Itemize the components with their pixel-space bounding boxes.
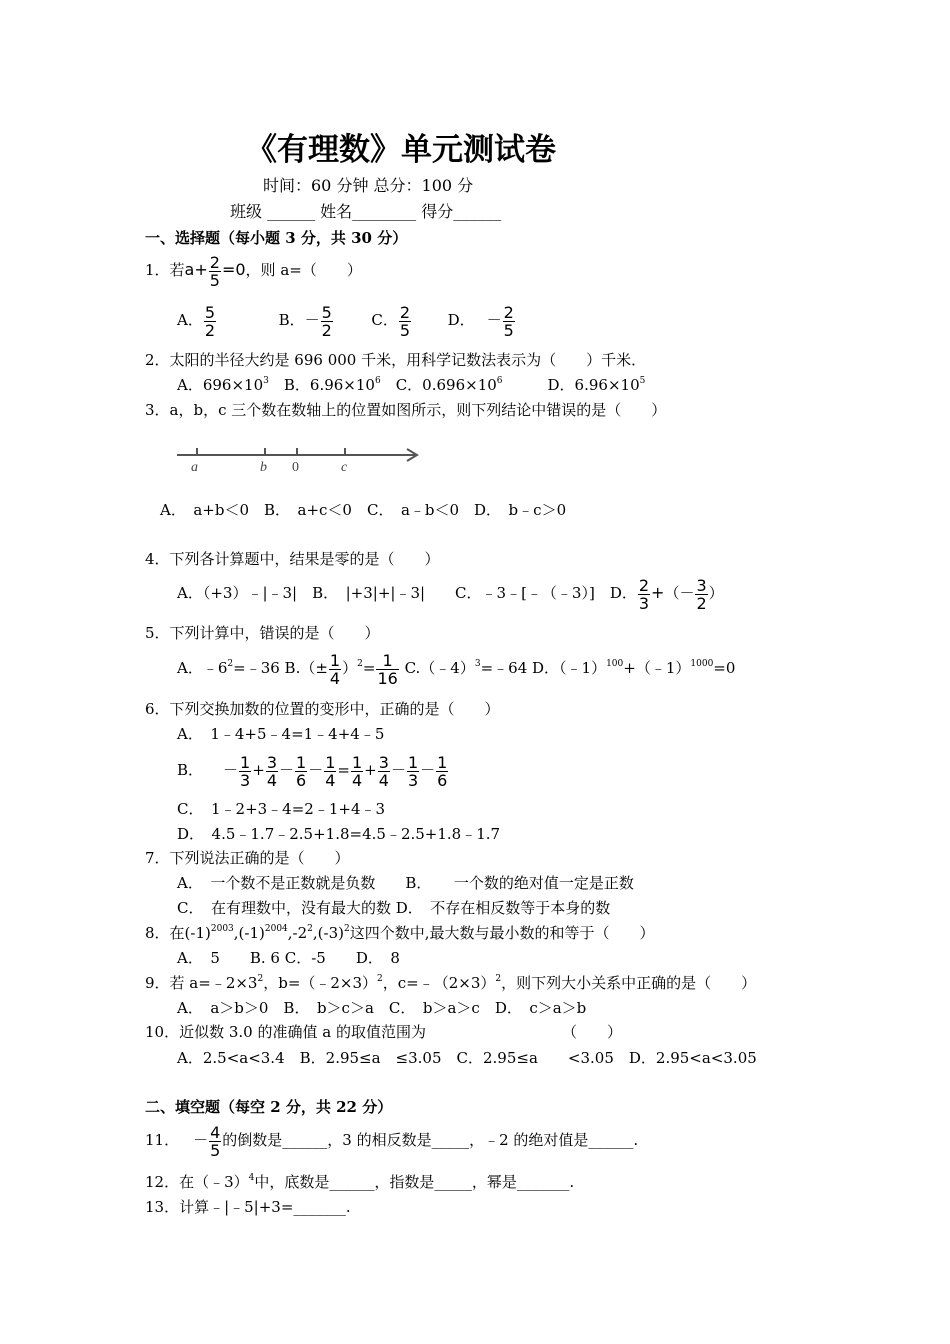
question-12: 12．在（﹣3）$^4$中，底数是______，指数是_____，幂是_______. <box>145 1173 575 1191</box>
q1-a: a+ <box>184 260 208 279</box>
q1-option-b-fraction: $\frac{5}{2}$ <box>321 302 332 340</box>
q6-term-fraction: $\frac{1}{6}$ <box>296 752 307 790</box>
q1-option-c-fraction: $\frac{2}{5}$ <box>399 302 411 340</box>
q6-term-sign: = <box>337 761 350 779</box>
question-10: 10．近似数 3.0 的准确值 a 的取值范围为 <box>145 1023 426 1041</box>
q6-term-fraction: $\frac{3}{4}$ <box>378 752 389 790</box>
q1-option-c: C． <box>371 311 398 329</box>
q6-term-fraction: $\frac{1}{3}$ <box>240 752 251 790</box>
q1-option-a-fraction: $\frac{5}{2}$ <box>204 302 216 340</box>
question-7-options-ab: A． 一个数不是正数就是负数 B． 一个数的绝对值一定是正数 <box>177 874 634 892</box>
question-9: 9．若 $a=﹣2\times 3^2$，b=（﹣2×3）$^2$，$c=﹣(2\times 3)^2$，则下列大小关系中正确的是（ ） <box>145 974 757 992</box>
q1-tail: ，则 a=（ ） <box>245 261 362 279</box>
question-6-option-d: D． 4.5﹣1.7﹣2.5+1.8=4.5﹣2.5+1.8﹣1.7 <box>177 825 501 843</box>
section-2-heading: 二、填空题（每空 2 分，共 22 分） <box>145 1098 393 1116</box>
question-7: 7．下列说法正确的是（ ） <box>145 849 350 867</box>
q1-option-d-minus: － <box>486 311 502 329</box>
number-line <box>175 440 425 476</box>
q1-option-a: A． <box>177 311 203 329</box>
q6-term-fraction: $\frac{3}{4}$ <box>266 752 277 790</box>
q6-term-sign: － <box>420 761 436 779</box>
question-6-option-a: A． 1﹣4+5﹣4=1﹣4+4﹣5 <box>177 725 385 743</box>
q6-term-sign: － <box>390 761 406 779</box>
q1-fraction: $\frac{2}{5}$ <box>209 252 220 290</box>
question-10-options: A．2.5<a<3.4 B．2.95≤a ≤3.05 C．2.95≤a <3.05 D．2.95<a<3.05 <box>177 1049 757 1067</box>
label-zero: 0 <box>292 460 299 475</box>
section-1-heading: 一、选择题（每小题 3 分，共 30 分） <box>145 229 408 247</box>
page-title: 《有理数》单元测试卷 <box>246 132 556 168</box>
question-5-options: A．$﹣6^2=﹣36$ B.（± $\frac{1}{4}$ ）$^2$= $\frac{1}{16}$ C.（﹣4）$^3$=﹣64 D．（﹣1）$^{100}$+（﹣1）$^{1000}$=0 <box>177 650 736 688</box>
q6-term-fraction: $\frac{1}{6}$ <box>437 752 448 790</box>
question-1-options <box>177 302 516 339</box>
q6-term-fraction: $\frac{1}{4}$ <box>351 752 363 790</box>
q1-option-d: D． <box>447 311 475 329</box>
q1-option-b: B． <box>278 311 305 329</box>
question-11: 11． － $\frac{4}{5}$ 的倒数是______，3 的相反数是_____，﹣2 的绝对值是______. <box>145 1122 639 1160</box>
question-13: 13．计算﹣|﹣5|+3=_______. <box>145 1198 351 1216</box>
question-10-answer-paren: （ ） <box>562 1023 623 1041</box>
q6-term-sign: － <box>223 761 239 779</box>
q1-number: 1．若 <box>145 261 185 279</box>
question-3-options: A． a+b＜0 B． a+c＜0 C． a﹣b＜0 D． b﹣c＞0 <box>160 501 567 519</box>
q6-term-fraction: $\frac{1}{3}$ <box>407 752 419 790</box>
label-b: b <box>260 460 267 475</box>
question-8: 8．在$(-1)^{2003},(-1)^{2004},-2^2,(-3)^2$这四个数中,最大数与最小数的和等于（ ） <box>145 924 655 942</box>
q6-term-sign: + <box>252 761 265 779</box>
q6-term-sign: － <box>279 761 295 779</box>
question-6-option-c: C． 1﹣2+3﹣4=2﹣1+4﹣3 <box>177 800 386 818</box>
q1-option-d-fraction: $\frac{2}{5}$ <box>503 302 514 340</box>
label-a: a <box>191 460 198 475</box>
q6-term-sign: + <box>364 761 377 779</box>
question-6: 6．下列交换加数的位置的变形中，正确的是（ ） <box>145 700 500 718</box>
question-4-options: A．（+3）﹣|﹣3| B． |+3|+|﹣3| C．﹣3﹣[﹣（﹣3）] D． $\frac{2}{3}$ +（－ $\frac{3}{2}$ ） <box>177 575 724 613</box>
question-4: 4．下列各计算题中，结果是零的是（ ） <box>145 550 440 568</box>
question-5: 5．下列计算中，错误的是（ ） <box>145 624 380 642</box>
student-info: 班级 ______ 姓名________ 得分______ <box>230 202 502 221</box>
question-3: 3．a，b，c 三个数在数轴上的位置如图所示，则下列结论中错误的是（ ） <box>145 401 667 419</box>
question-7-options-cd: C． 在有理数中，没有最大的数 D． 不存在相反数等于本身的数 <box>177 899 611 917</box>
question-8-options: A． 5 B. 6 C．-5 D． 8 <box>177 949 400 967</box>
exam-meta: 时间：60 分钟 总分：100 分 <box>263 176 474 195</box>
question-6-option-b: B． － $\frac{1}{3}$ + $\frac{3}{4}$ － $\frac{1}{6}$ － $\frac{1}{4}$ = $\frac{1}{4}$ + $\frac{3}{4}$ － $\frac{1}{3}$ － $\frac{1}{6}$ <box>177 752 448 790</box>
question-9-options: A． a＞b＞0 B． b＞c＞a C． b＞a＞c D． c＞a＞b <box>177 999 587 1017</box>
question-2: 2．太阳的半径大约是 696 000 千米，用科学记数法表示为（ ）千米． <box>145 351 647 369</box>
question-1 <box>145 252 362 289</box>
q6-term-sign: － <box>308 761 324 779</box>
q1-eq: =0 <box>221 260 246 279</box>
q1-option-b-minus: － <box>304 311 320 329</box>
q6-term-fraction: $\frac{1}{4}$ <box>325 752 336 790</box>
question-2-options: A．$696\times 10^3$ B．$6.96\times 10^6$ C．$0.696\times 10^6$ D．$6.96\times 10^5$ <box>177 376 646 394</box>
label-c: c <box>341 460 348 475</box>
